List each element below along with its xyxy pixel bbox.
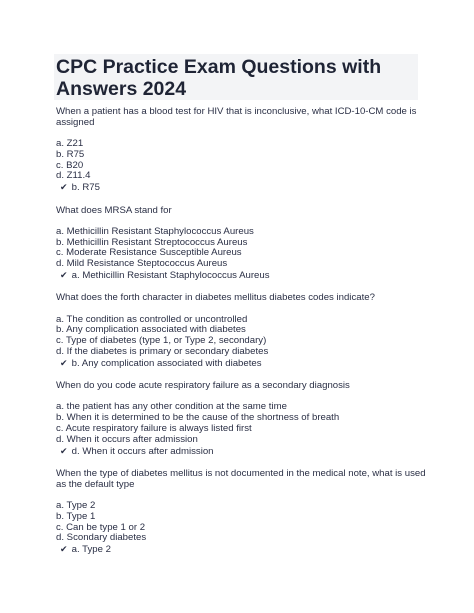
answer-text: a. Type 2 bbox=[71, 544, 111, 556]
option-list bbox=[56, 315, 426, 358]
option-item: d. Z11.4 bbox=[56, 170, 91, 182]
question-block bbox=[56, 381, 426, 457]
answer-text: d. When it occurs after admission bbox=[71, 445, 214, 457]
question-block bbox=[56, 206, 426, 282]
option-item: c. Type of diabetes (type 1, or Type 2, secondary) bbox=[56, 335, 267, 347]
option-item: d. When it occurs after admission bbox=[56, 433, 198, 445]
correct-answer bbox=[56, 446, 426, 458]
question-text: What does MRSA stand for bbox=[56, 204, 172, 216]
option-list bbox=[56, 402, 426, 445]
option-item: d. If the diabetes is primary or secondary diabetes bbox=[56, 346, 269, 358]
check-mark-icon: ✔ bbox=[60, 270, 68, 281]
question-block bbox=[56, 469, 426, 556]
check-mark-icon: ✔ bbox=[60, 445, 68, 456]
answer-text: b. R75 bbox=[71, 182, 100, 194]
question-text: What does the forth character in diabetes mellitus diabetes codes indicate? bbox=[56, 292, 375, 304]
answer-text: a. Methicillin Resistant Staphylococcus Aureus bbox=[71, 270, 270, 282]
option-list bbox=[56, 501, 426, 544]
option-item: c. Moderate Resistance Susceptible Aureus bbox=[56, 247, 242, 259]
option-item: b. R75 bbox=[56, 148, 85, 160]
option-item: b. Type 1 bbox=[56, 510, 96, 522]
question-block bbox=[56, 107, 426, 194]
question-block bbox=[56, 293, 426, 369]
option-list bbox=[56, 139, 426, 182]
option-item: a. The condition as controlled or uncontrolled bbox=[56, 313, 248, 325]
questions-section bbox=[56, 107, 426, 568]
check-mark-icon: ✔ bbox=[60, 544, 68, 555]
option-item: a. the patient has any other condition at the same time bbox=[56, 401, 287, 413]
question-text: When a patient has a blood test for HIV that is inconclusive, what ICD-10-CM code is assigned bbox=[56, 106, 417, 128]
correct-answer bbox=[56, 270, 426, 282]
document-title: CPC Practice Exam Questions with Answers 2024 bbox=[56, 56, 382, 100]
option-item: d. Scondary diabetes bbox=[56, 532, 147, 544]
option-item: b. Any complication associated with diabetes bbox=[56, 324, 246, 336]
option-item: a. Z21 bbox=[56, 138, 84, 150]
option-item: c. Acute respiratory failure is always listed first bbox=[56, 423, 252, 435]
correct-answer bbox=[56, 182, 426, 194]
correct-answer bbox=[56, 358, 426, 370]
option-item: b. When it is determined to be the cause of the shortness of breath bbox=[56, 412, 340, 424]
option-item: c. B20 bbox=[56, 159, 84, 171]
check-mark-icon: ✔ bbox=[60, 357, 68, 368]
check-mark-icon: ✔ bbox=[60, 182, 68, 193]
answer-text: b. Any complication associated with diabetes bbox=[71, 357, 262, 369]
question-text: When do you code acute respiratory failure as a secondary diagnosis bbox=[56, 380, 350, 392]
option-item: a. Type 2 bbox=[56, 500, 96, 512]
option-item: b. Methicillin Resistant Streptococcus Aureus bbox=[56, 236, 248, 248]
option-item: c. Can be type 1 or 2 bbox=[56, 521, 146, 533]
question-text: When the type of diabetes mellitus is not documented in the medical note, what is used as the default type bbox=[56, 467, 426, 490]
option-item: a. Methicillin Resistant Staphylococcus Aureus bbox=[56, 225, 254, 237]
option-list bbox=[56, 227, 426, 270]
option-item: d. Mild Resistance Steptococcus Aureus bbox=[56, 258, 228, 270]
correct-answer bbox=[56, 544, 426, 556]
